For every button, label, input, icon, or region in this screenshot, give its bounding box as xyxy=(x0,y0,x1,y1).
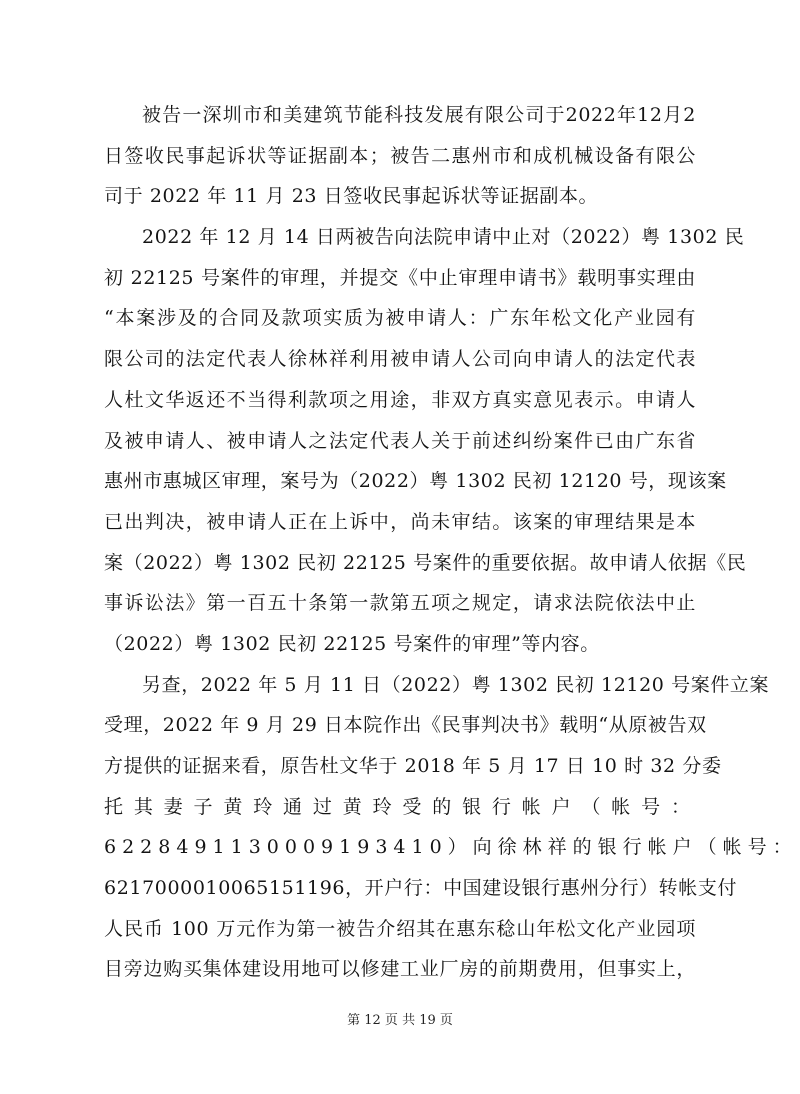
text-line: 案（2022）粤 1302 民初 22125 号案件的重要依据。故申请人依据《民 xyxy=(104,551,747,574)
text-line: 受理，2022 年 9 月 29 日本院作出《民事判决书》载明“从原被告双 xyxy=(104,714,707,737)
text-line: 2022 年 12 月 14 日两被告向法院申请中止对（2022）粤 1302 民 xyxy=(142,226,745,249)
text-line: 人杜文华返还不当得利款项之用途，非双方真实意见表示。申请人 xyxy=(104,388,696,411)
text-line: 事诉讼法》第一百五十条第一款第五项之规定，请求法院依法中止 xyxy=(104,592,696,615)
text-line: 初 22125 号案件的审理，并提交《中止审理申请书》载明事实理由 xyxy=(104,266,696,289)
text-line: 日签收民事起诉状等证据副本；被告二惠州市和成机械设备有限公 xyxy=(104,144,696,167)
text-line: 方提供的证据来看，原告杜文华于 2018 年 5 月 17 日 10 时 32 分委 xyxy=(104,755,722,777)
text-line: 被告一深圳市和美建筑节能科技发展有限公司于2022年12月2 xyxy=(142,104,696,126)
text-line: 6228491130009193410）向徐林祥的银行帐户（帐号： xyxy=(104,836,798,859)
text-line: （2022）粤 1302 民初 22125 号案件的审理”等内容。 xyxy=(104,632,600,655)
text-line: “本案涉及的合同及款项实质为被申请人：广东年松文化产业园有 xyxy=(104,307,696,330)
page-number-footer: 第 12 页 共 19 页 xyxy=(347,1013,453,1028)
text-line: 另查，2022 年 5 月 11 日（2022）粤 1302 民初 12120 号案件立案 xyxy=(142,673,770,696)
text-line: 惠州市惠城区审理，案号为（2022）粤 1302 民初 12120 号，现该案 xyxy=(104,470,727,493)
text-line: 司于 2022 年 11 月 23 日签收民事起诉状等证据副本。 xyxy=(104,185,599,208)
text-line: 人民币 100 万元作为第一被告介绍其在惠东稔山年松文化产业园项 xyxy=(104,917,696,940)
text-line: 托其妻子黄玲通过黄玲受的银行帐户（帐号： xyxy=(104,795,696,818)
text-line: 6217000010065151196，开户行：中国建设银行惠州分行）转帐支付 xyxy=(104,877,738,900)
document-body xyxy=(104,95,798,990)
text-line: 限公司的法定代表人徐林祥利用被申请人公司向申请人的法定代表 xyxy=(104,348,696,371)
text-line: 已出判决，被申请人正在上诉中，尚未审结。该案的审理结果是本 xyxy=(104,510,696,533)
text-line: 及被申请人、被申请人之法定代表人关于前述纠纷案件已由广东省 xyxy=(104,429,696,452)
text-line: 目旁边购买集体建设用地可以修建工业厂房的前期费用，但事实上， xyxy=(104,958,696,981)
